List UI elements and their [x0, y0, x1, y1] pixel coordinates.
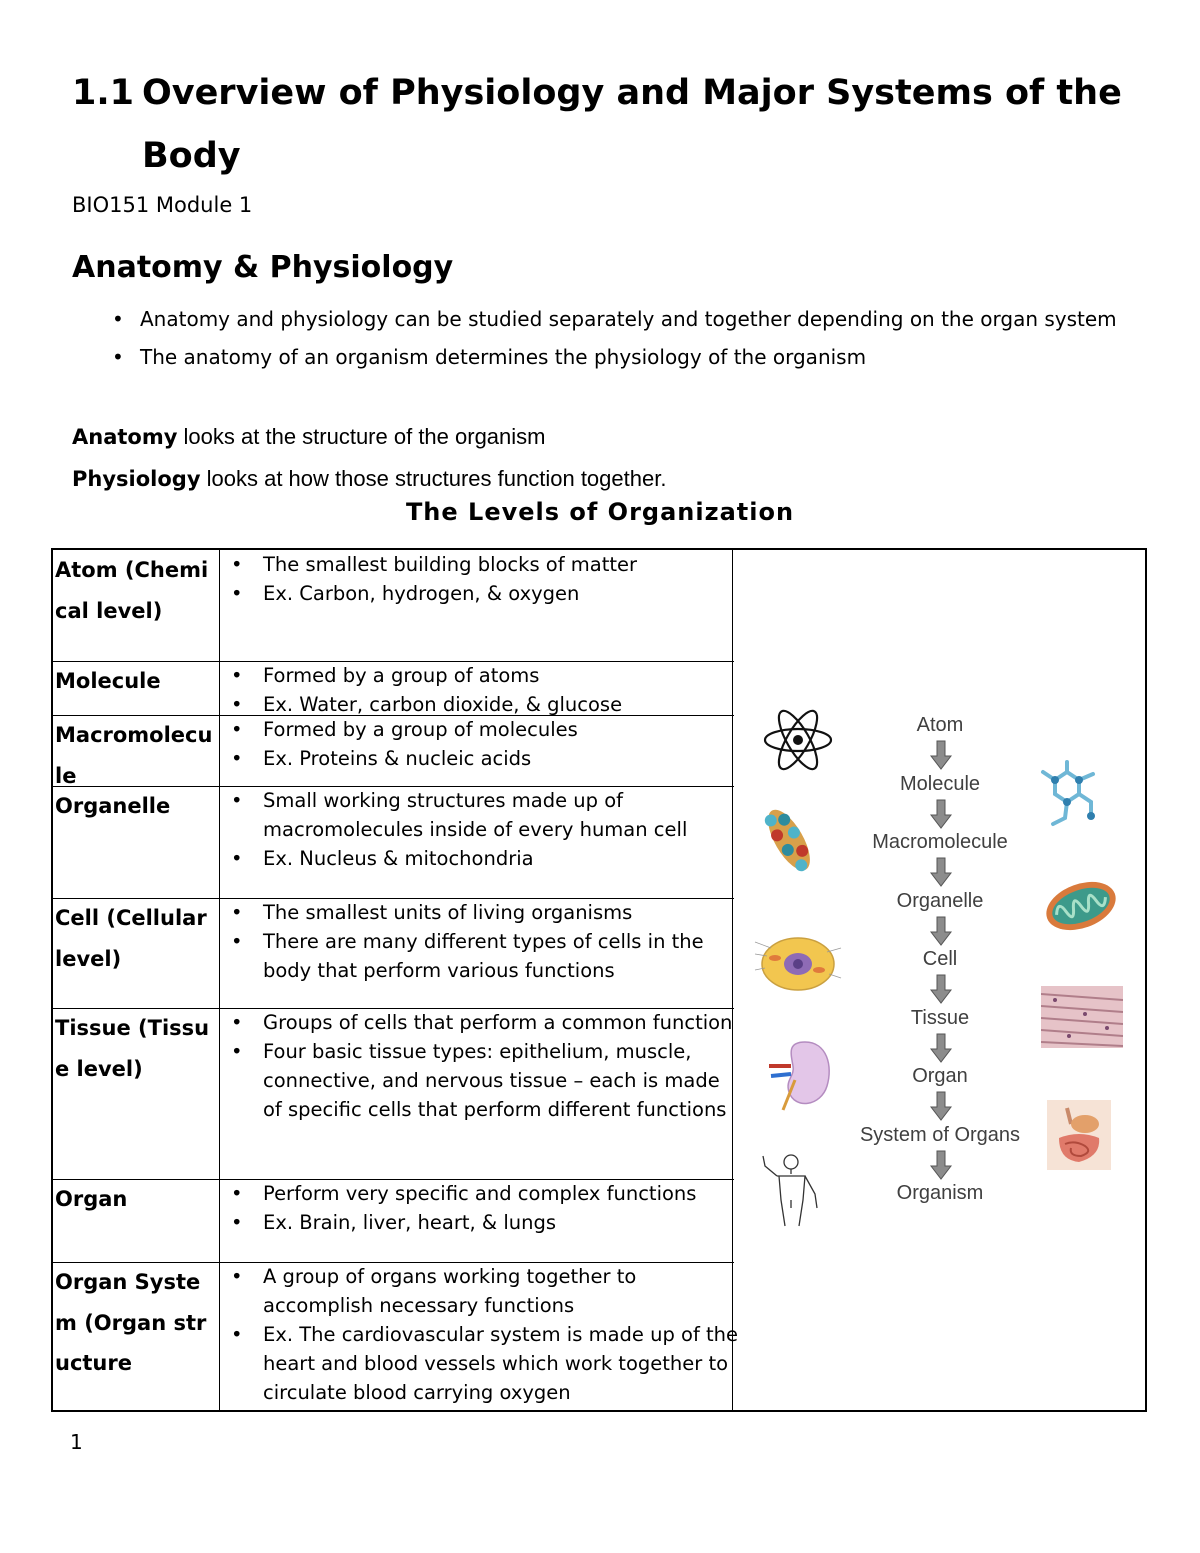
level-description: [239, 786, 739, 873]
down-arrow-icon: [930, 857, 952, 887]
level-description: [239, 661, 739, 719]
cell-illustration-icon: [753, 930, 843, 994]
chain-label: Atom: [916, 714, 964, 736]
level-description: [239, 550, 739, 608]
description-item: • Perform very specific and complex functions: [239, 1179, 739, 1208]
page-title: [72, 62, 1152, 188]
page-number: 1: [70, 1430, 83, 1454]
table-row: [53, 715, 734, 786]
down-arrow-icon: [930, 799, 952, 829]
description-item: • Formed by a group of molecules: [239, 715, 739, 744]
definition-term: Physiology: [72, 467, 201, 491]
level-name: Organ: [55, 1187, 128, 1211]
description-item: • Four basic tissue types: epithelium, muscle, connective, and nervous tissue – each is made of specific cells that perform different functions: [239, 1037, 739, 1124]
level-description: [239, 898, 739, 985]
table-row: [53, 1262, 739, 1412]
table-row: [53, 661, 734, 715]
levels-table: [51, 548, 1147, 1412]
description-item: • Groups of cells that perform a common function: [239, 1008, 739, 1037]
description-item: • Ex. Carbon, hydrogen, & oxygen: [239, 579, 739, 608]
molecule-model-icon: [1035, 760, 1099, 830]
chain-label: Cell: [922, 948, 958, 970]
table-title: The Levels of Organization: [405, 498, 795, 526]
down-arrow-icon: [930, 740, 952, 770]
table-row: [53, 1179, 734, 1262]
down-arrow-icon: [930, 974, 952, 1004]
level-name: Organelle: [55, 794, 171, 818]
chain-label: Organ: [912, 1065, 968, 1087]
down-arrow-icon: [930, 1150, 952, 1180]
atom-icon: [761, 708, 835, 772]
chain-label: System of Organs: [859, 1123, 1021, 1146]
description-item: • Ex. Proteins & nucleic acids: [239, 744, 739, 773]
description-item: • Ex. Brain, liver, heart, & lungs: [239, 1208, 739, 1237]
description-item: • The smallest building blocks of matter: [239, 550, 739, 579]
mitochondrion-icon: [1043, 872, 1119, 940]
title-line-2: Body: [142, 136, 241, 176]
description-item: • Small working structures made up of macromolecules inside of every human cell: [239, 786, 739, 844]
description-item: • The smallest units of living organisms: [239, 898, 739, 927]
description-item: • Ex. Nucleus & mitochondria: [239, 844, 739, 873]
chain-label: Molecule: [899, 772, 981, 795]
level-description: [239, 1262, 739, 1407]
down-arrow-icon: [930, 1033, 952, 1063]
table-row: [53, 786, 734, 898]
description-item: • Formed by a group of atoms: [239, 661, 739, 690]
description-item: • There are many different types of cells in the body that perform various functions: [239, 927, 739, 985]
chain-label: Macromolecule: [872, 831, 1008, 853]
level-name: Organ System (Organ structure: [55, 1270, 207, 1375]
title-line-1: Overview of Physiology and Major Systems of the: [142, 73, 1122, 113]
description-item: • A group of organs working together to accomplish necessary functions: [239, 1262, 739, 1320]
levels-diagram: [735, 700, 1145, 1230]
bullet-list: [72, 300, 1132, 376]
level-name: Tissue (Tissue level): [55, 1016, 210, 1081]
definition-text: looks at the structure of the organism: [177, 424, 546, 449]
section-heading: Anatomy & Physiology: [72, 250, 454, 285]
table-row: [53, 1008, 734, 1179]
organ-kidney-icon: [765, 1036, 835, 1112]
description-item: • Ex. Water, carbon dioxide, & glucose: [239, 690, 739, 719]
down-arrow-icon: [930, 1091, 952, 1121]
level-description: [239, 715, 739, 773]
chain-label: Organism: [896, 1182, 984, 1204]
table-row: [53, 898, 734, 1008]
human-organism-icon: [755, 1152, 827, 1228]
down-arrow-icon: [930, 916, 952, 946]
level-name: Atom (Chemical level): [55, 558, 209, 623]
definition-anatomy: [72, 416, 1132, 458]
table-row: [53, 550, 734, 661]
macromolecule-model-icon: [753, 800, 825, 880]
bullet-item: • Anatomy and physiology can be studied separately and together depending on the organ system: [72, 300, 1132, 338]
course-subtitle: BIO151 Module 1: [72, 193, 253, 217]
description-item: • Ex. The cardiovascular system is made up of the heart and blood vessels which work together to circulate blood carrying oxygen: [239, 1320, 739, 1407]
level-description: [239, 1179, 739, 1237]
bullet-item: • The anatomy of an organism determines the physiology of the organism: [72, 338, 1132, 376]
level-name: Macromolecule: [55, 723, 213, 788]
definition-text: looks at how those structures function together.: [200, 466, 667, 491]
definition-physiology: [72, 458, 1132, 500]
definitions: [72, 416, 1132, 500]
chain-label: Tissue: [910, 1006, 970, 1029]
definition-term: Anatomy: [72, 425, 178, 449]
title-number: 1.1: [72, 73, 135, 113]
chain-label: Organelle: [896, 889, 984, 912]
level-description: [239, 1008, 739, 1124]
digestive-system-icon: [1041, 1100, 1117, 1170]
level-name: Molecule: [55, 669, 161, 693]
muscle-tissue-icon: [1041, 986, 1123, 1048]
level-name: Cell (Cellular level): [55, 906, 207, 971]
